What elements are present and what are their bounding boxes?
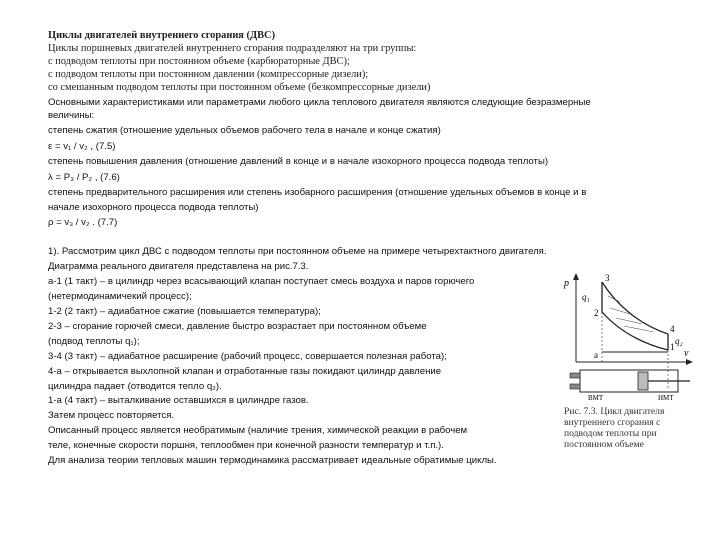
text-line: Затем процесс повторяется. xyxy=(48,410,175,421)
formula-line: ρ = v₃ / v₂ . (7.7) xyxy=(48,217,118,228)
text-line: степень сжатия (отношение удельных объемов рабочего тела в начале и конце сжатия) xyxy=(48,125,441,136)
text-line: теле, конечные скорости поршня, теплообмен при конечной разности температур и т.п.). xyxy=(48,440,444,451)
formula-line: λ = P₃ / P₂ , (7.6) xyxy=(48,172,120,183)
text-line: Диаграмма реального двигателя представлена на рис.7.3. xyxy=(48,261,309,272)
v-axis-label: v xyxy=(684,348,689,359)
text-line: начале изохорного процесса подвода теплоты) xyxy=(48,202,259,213)
p-axis-label: p xyxy=(564,278,569,289)
intake-valve-icon xyxy=(570,373,580,378)
text-line: Описанный процесс является необратимым (наличие трения, химической реакции в рабочем xyxy=(48,425,468,436)
text-line: Для анализа теории тепловых машин термодинамика рассматривает идеальные обратимые циклы. xyxy=(48,455,497,466)
text-line: (нетермодинамичекий процесс); xyxy=(48,291,192,302)
figure-caption xyxy=(564,406,714,450)
text-line: 4-а – открывается выхлопной клапан и отработанные газы покидают цилиндр давление xyxy=(48,366,442,377)
tdc-label: ВМТ xyxy=(588,394,604,402)
doc-title: Циклы двигателей внутреннего сгорания (ДВС) xyxy=(48,30,276,41)
process-3-4 xyxy=(602,282,668,334)
text-line: а-1 (1 такт) – в цилиндр через всасывающий клапан поступает смесь воздуха и паров горючего xyxy=(48,276,475,287)
text-line: 1). Рассмотрим цикл ДВС с подводом теплоты при постоянном объеме на примере четырехтактного двигателя. xyxy=(48,246,547,257)
point-label-3: 3 xyxy=(605,273,610,283)
text-line: цилиндра падает (отводится тепло q₂). xyxy=(48,381,222,392)
text-line: со смешанным подводом теплоты при постоянном объеме (безкомпрессорные дизели) xyxy=(48,82,431,93)
text-line: 1-а (4 такт) – выталкивание оставшихся в цилиндре газов. xyxy=(48,395,309,406)
text-line: степень предварительного расширения или степень изобарного расширения (отношение удельных объемов в конце и в xyxy=(48,187,587,198)
point-label-a: a xyxy=(594,350,598,360)
piston-icon xyxy=(638,372,648,390)
text-line: с подводом теплоты при постоянном давлении (компрессорные дизели); xyxy=(48,69,369,80)
text-line: степень повышения давления (отношение давлений в конце и в начале изохорного процесса подвода теплоты) xyxy=(48,156,549,167)
point-label-4: 4 xyxy=(670,324,675,334)
caption-line: внутреннего сгорания с xyxy=(564,417,661,428)
caption-line: Рис. 7.3. Цикл двигателя xyxy=(564,406,665,417)
text-line: величины: xyxy=(48,110,95,121)
q2-label: q₂ xyxy=(675,336,683,346)
text-line: 3-4 (3 такт) – адиабатное расширение (рабочий процесс, совершается полезная работа); xyxy=(48,351,447,362)
text-line: Основными характеристиками или параметрами любого цикла теплового двигателя являются следующие безразмерные xyxy=(48,97,591,108)
caption-line: подводом теплоты при xyxy=(564,428,657,439)
bdc-label: НМТ xyxy=(658,394,674,402)
exhaust-valve-icon xyxy=(570,384,580,389)
text-line: 1-2 (2 такт) – адиабатное сжатие (повышается температура); xyxy=(48,306,321,317)
q1-label: q₁ xyxy=(582,292,590,302)
caption-line: постоянном объеме xyxy=(564,439,644,450)
point-label-1: 1 xyxy=(670,342,675,352)
text-line: с подводом теплоты при постоянном объеме (карбюраторные ДВС); xyxy=(48,56,350,67)
point-label-2: 2 xyxy=(594,308,599,318)
text-line: 2-3 – сгорание горючей смеси, давление быстро возрастает при постоянном объеме xyxy=(48,321,427,332)
pv-diagram-figure xyxy=(558,272,698,402)
text-line: Циклы поршневых двигателей внутреннего сгорания подразделяют на три группы: xyxy=(48,43,417,54)
text-line: (подвод теплоты q₁); xyxy=(48,336,140,347)
formula-line: ε = v₁ / v₂ , (7.5) xyxy=(48,141,116,152)
